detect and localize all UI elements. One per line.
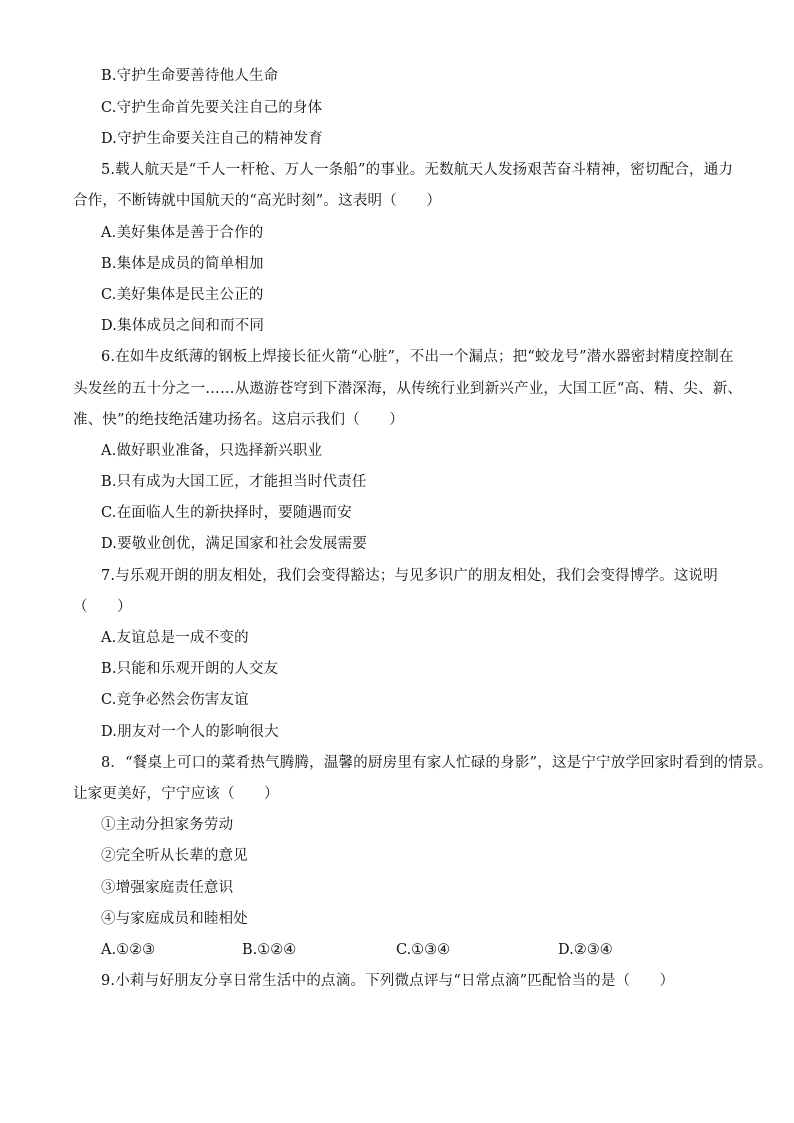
q8-item-1: ①主动分担家务劳动 — [101, 817, 234, 833]
q8-stem-line-1: 8．“餐桌上可口的菜肴热气腾腾，温馨的厨房里有家人忙碌的身影”，这是宁宁放学回家时看到的情景。 — [101, 755, 773, 771]
q8-option-a: A.①②③ — [101, 942, 156, 958]
q7-option-c: C.竞争必然会伤害友谊 — [101, 692, 249, 708]
q7-option-d: D.朋友对一个人的影响很大 — [101, 724, 279, 740]
q7-option-b: B.只能和乐观开朗的人交友 — [101, 661, 279, 677]
q8-stem-line-2: 让家更美好，宁宁应该（ ） — [73, 786, 279, 802]
q4-option-c: C.守护生命首先要关注自己的身体 — [101, 100, 323, 116]
q5-stem-line-1: 5.载人航天是“千人一杆枪、万人一条船”的事业。无数航天人发扬艰苦奋斗精神，密切配合，通力 — [101, 162, 734, 178]
q5-option-a: A.美好集体是善于合作的 — [101, 225, 264, 241]
q5-option-d: D.集体成员之间和而不同 — [101, 318, 265, 334]
q6-option-c: C.在面临人生的新抉择时，要随遇而安 — [101, 505, 352, 521]
q4-option-d: D.守护生命要关注自己的精神发育 — [101, 131, 323, 147]
q8-option-d: D.②③④ — [558, 942, 613, 958]
q9-stem-line-1: 9.小莉与好朋友分享日常生活中的点滴。下列微点评与“日常点滴”匹配恰当的是（ ） — [101, 973, 675, 989]
q8-item-3: ③增强家庭责任意识 — [101, 880, 234, 896]
q7-stem-line-1: 7.与乐观开朗的朋友相处，我们会变得豁达；与见多识广的朋友相处，我们会变得博学。这说明 — [101, 568, 718, 584]
q6-option-b: B.只有成为大国工匠，才能担当时代责任 — [101, 474, 367, 490]
q8-option-b: B.①②④ — [242, 942, 297, 958]
q7-option-a: A.友谊总是一成不变的 — [101, 630, 249, 646]
q6-stem-line-1: 6.在如牛皮纸薄的钢板上焊接长征火箭“心脏”，不出一个漏点；把“蛟龙号”潜水器密封精度控制在 — [101, 349, 734, 365]
q6-stem-line-2: 头发丝的五十分之一……从遨游苍穹到下潜深海，从传统行业到新兴产业，大国工匠“高、精、尖、新、 — [73, 381, 743, 397]
q5-stem-line-2: 合作，不断铸就中国航天的“高光时刻”。这表明（ ） — [73, 193, 442, 209]
q8-item-2: ②完全听从长辈的意见 — [101, 848, 248, 864]
q7-stem-line-2: （ ） — [73, 599, 132, 615]
q6-stem-line-3: 准、快”的绝技绝活建功扬名。这启示我们（ ） — [73, 412, 405, 428]
q5-option-c: C.美好集体是民主公正的 — [101, 287, 264, 303]
q4-option-b: B.守护生命要善待他人生命 — [101, 68, 279, 84]
q5-option-b: B.集体是成员的简单相加 — [101, 256, 264, 272]
q8-item-4: ④与家庭成员和睦相处 — [101, 911, 248, 927]
q8-option-c: C.①③④ — [396, 942, 451, 958]
q6-option-a: A.做好职业准备，只选择新兴职业 — [101, 443, 323, 459]
q6-option-d: D.要敬业创优，满足国家和社会发展需要 — [101, 536, 368, 552]
